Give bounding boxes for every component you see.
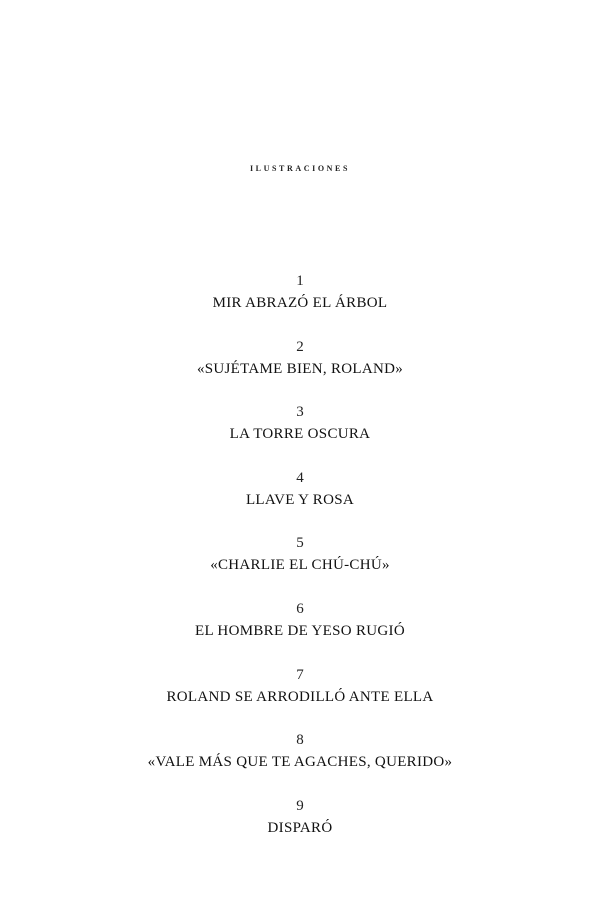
- list-item: [0, 402, 600, 468]
- list-item: [0, 730, 600, 796]
- list-item: [0, 468, 600, 534]
- illustration-title: «CHARLIE EL CHÚ-CHÚ»: [210, 557, 390, 574]
- illustration-number: 5: [296, 535, 304, 552]
- illustration-number: 9: [296, 797, 304, 814]
- illustration-title: LLAVE Y ROSA: [245, 491, 355, 508]
- illustration-number: 3: [296, 404, 304, 421]
- list-item: [0, 665, 600, 731]
- illustration-title: EL HOMBRE DE YESO RUGIÓ: [195, 622, 405, 639]
- illustrations-list: [0, 271, 600, 861]
- illustration-title: ROLAND SE ARRODILLÓ ANTE ELLA: [166, 688, 434, 705]
- list-item: [0, 533, 600, 599]
- page-heading: ilustraciones: [249, 162, 351, 174]
- illustration-number: 8: [296, 732, 304, 749]
- list-item: [0, 599, 600, 665]
- illustration-number: 2: [296, 338, 304, 355]
- illustration-title: «SUJÉTAME BIEN, ROLAND»: [196, 360, 404, 377]
- list-item: [0, 337, 600, 403]
- illustration-title: «VALE MÁS QUE TE AGACHES, QUERIDO»: [147, 754, 453, 771]
- illustration-title: DISPARÓ: [267, 819, 333, 836]
- list-item: [0, 271, 600, 337]
- illustration-title: MIR ABRAZÓ EL ÁRBOL: [212, 295, 388, 311]
- illustration-number: 1: [296, 273, 304, 289]
- illustration-number: 4: [296, 469, 304, 486]
- illustration-title: LA TORRE OSCURA: [229, 426, 371, 443]
- list-item: [0, 796, 600, 862]
- illustration-number: 6: [296, 600, 304, 617]
- illustration-number: 7: [296, 666, 304, 683]
